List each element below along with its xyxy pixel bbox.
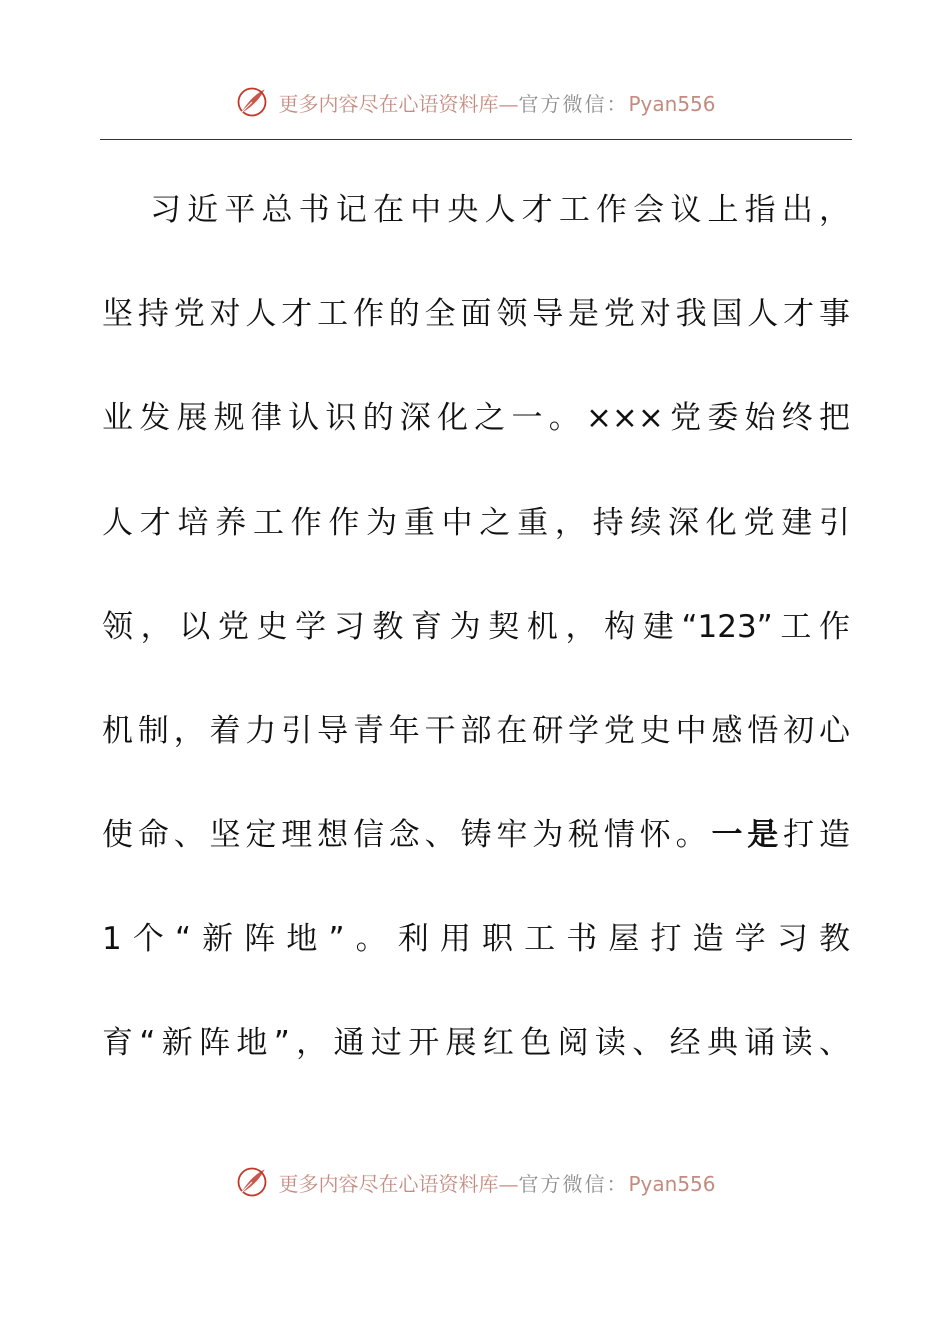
body-line-1: 习近平总书记在中央人才工作会议上指出， [150, 192, 850, 228]
footer-banner-inner [234, 1164, 715, 1200]
body-line-7-text: 使命、坚定理想信念、铸牢为税情怀。 [102, 817, 712, 853]
footer-banner [0, 1160, 950, 1204]
header-wechat-id: Pyan556 [628, 91, 716, 116]
footer-banner-text [278, 1168, 715, 1197]
body-line-8: 1个“新阵地”。利用职工书屋打造学习教 [102, 921, 850, 957]
footer-site-name: 更多内容尽在心语资料库 [278, 1171, 499, 1196]
body-line-3: 业发展规律认识的深化之一。×××党委始终把 [102, 400, 850, 436]
footer-wechat-label: 官方微信： [518, 1171, 629, 1196]
quill-logo-icon [234, 1164, 270, 1200]
footer-dash: — [498, 1171, 519, 1196]
header-banner [0, 80, 950, 124]
header-dash: — [498, 91, 519, 116]
header-wechat-label: 官方微信： [518, 91, 629, 116]
body-line-6: 机制，着力引导青年干部在研学党史中感悟初心 [102, 713, 850, 749]
body-line-7 [102, 815, 850, 855]
footer-wechat-id: Pyan556 [628, 1171, 716, 1196]
body-line-2: 坚持党对人才工作的全面领导是党对我国人才事 [102, 296, 850, 332]
body-line-9: 育“新阵地”，通过开展红色阅读、经典诵读、 [102, 1025, 850, 1061]
header-site-name: 更多内容尽在心语资料库 [278, 91, 499, 116]
header-banner-text [278, 88, 715, 117]
header-rule [100, 139, 852, 140]
body-line-7-tail: 打造 [783, 817, 851, 853]
body-line-4: 人才培养工作作为重中之重，持续深化党建引 [102, 505, 850, 541]
header-banner-inner [234, 84, 715, 120]
body-line-7-bold: 一是 [711, 817, 784, 853]
body-line-5: 领，以党史学习教育为契机，构建“123”工作 [102, 609, 850, 645]
quill-logo-icon [234, 84, 270, 120]
